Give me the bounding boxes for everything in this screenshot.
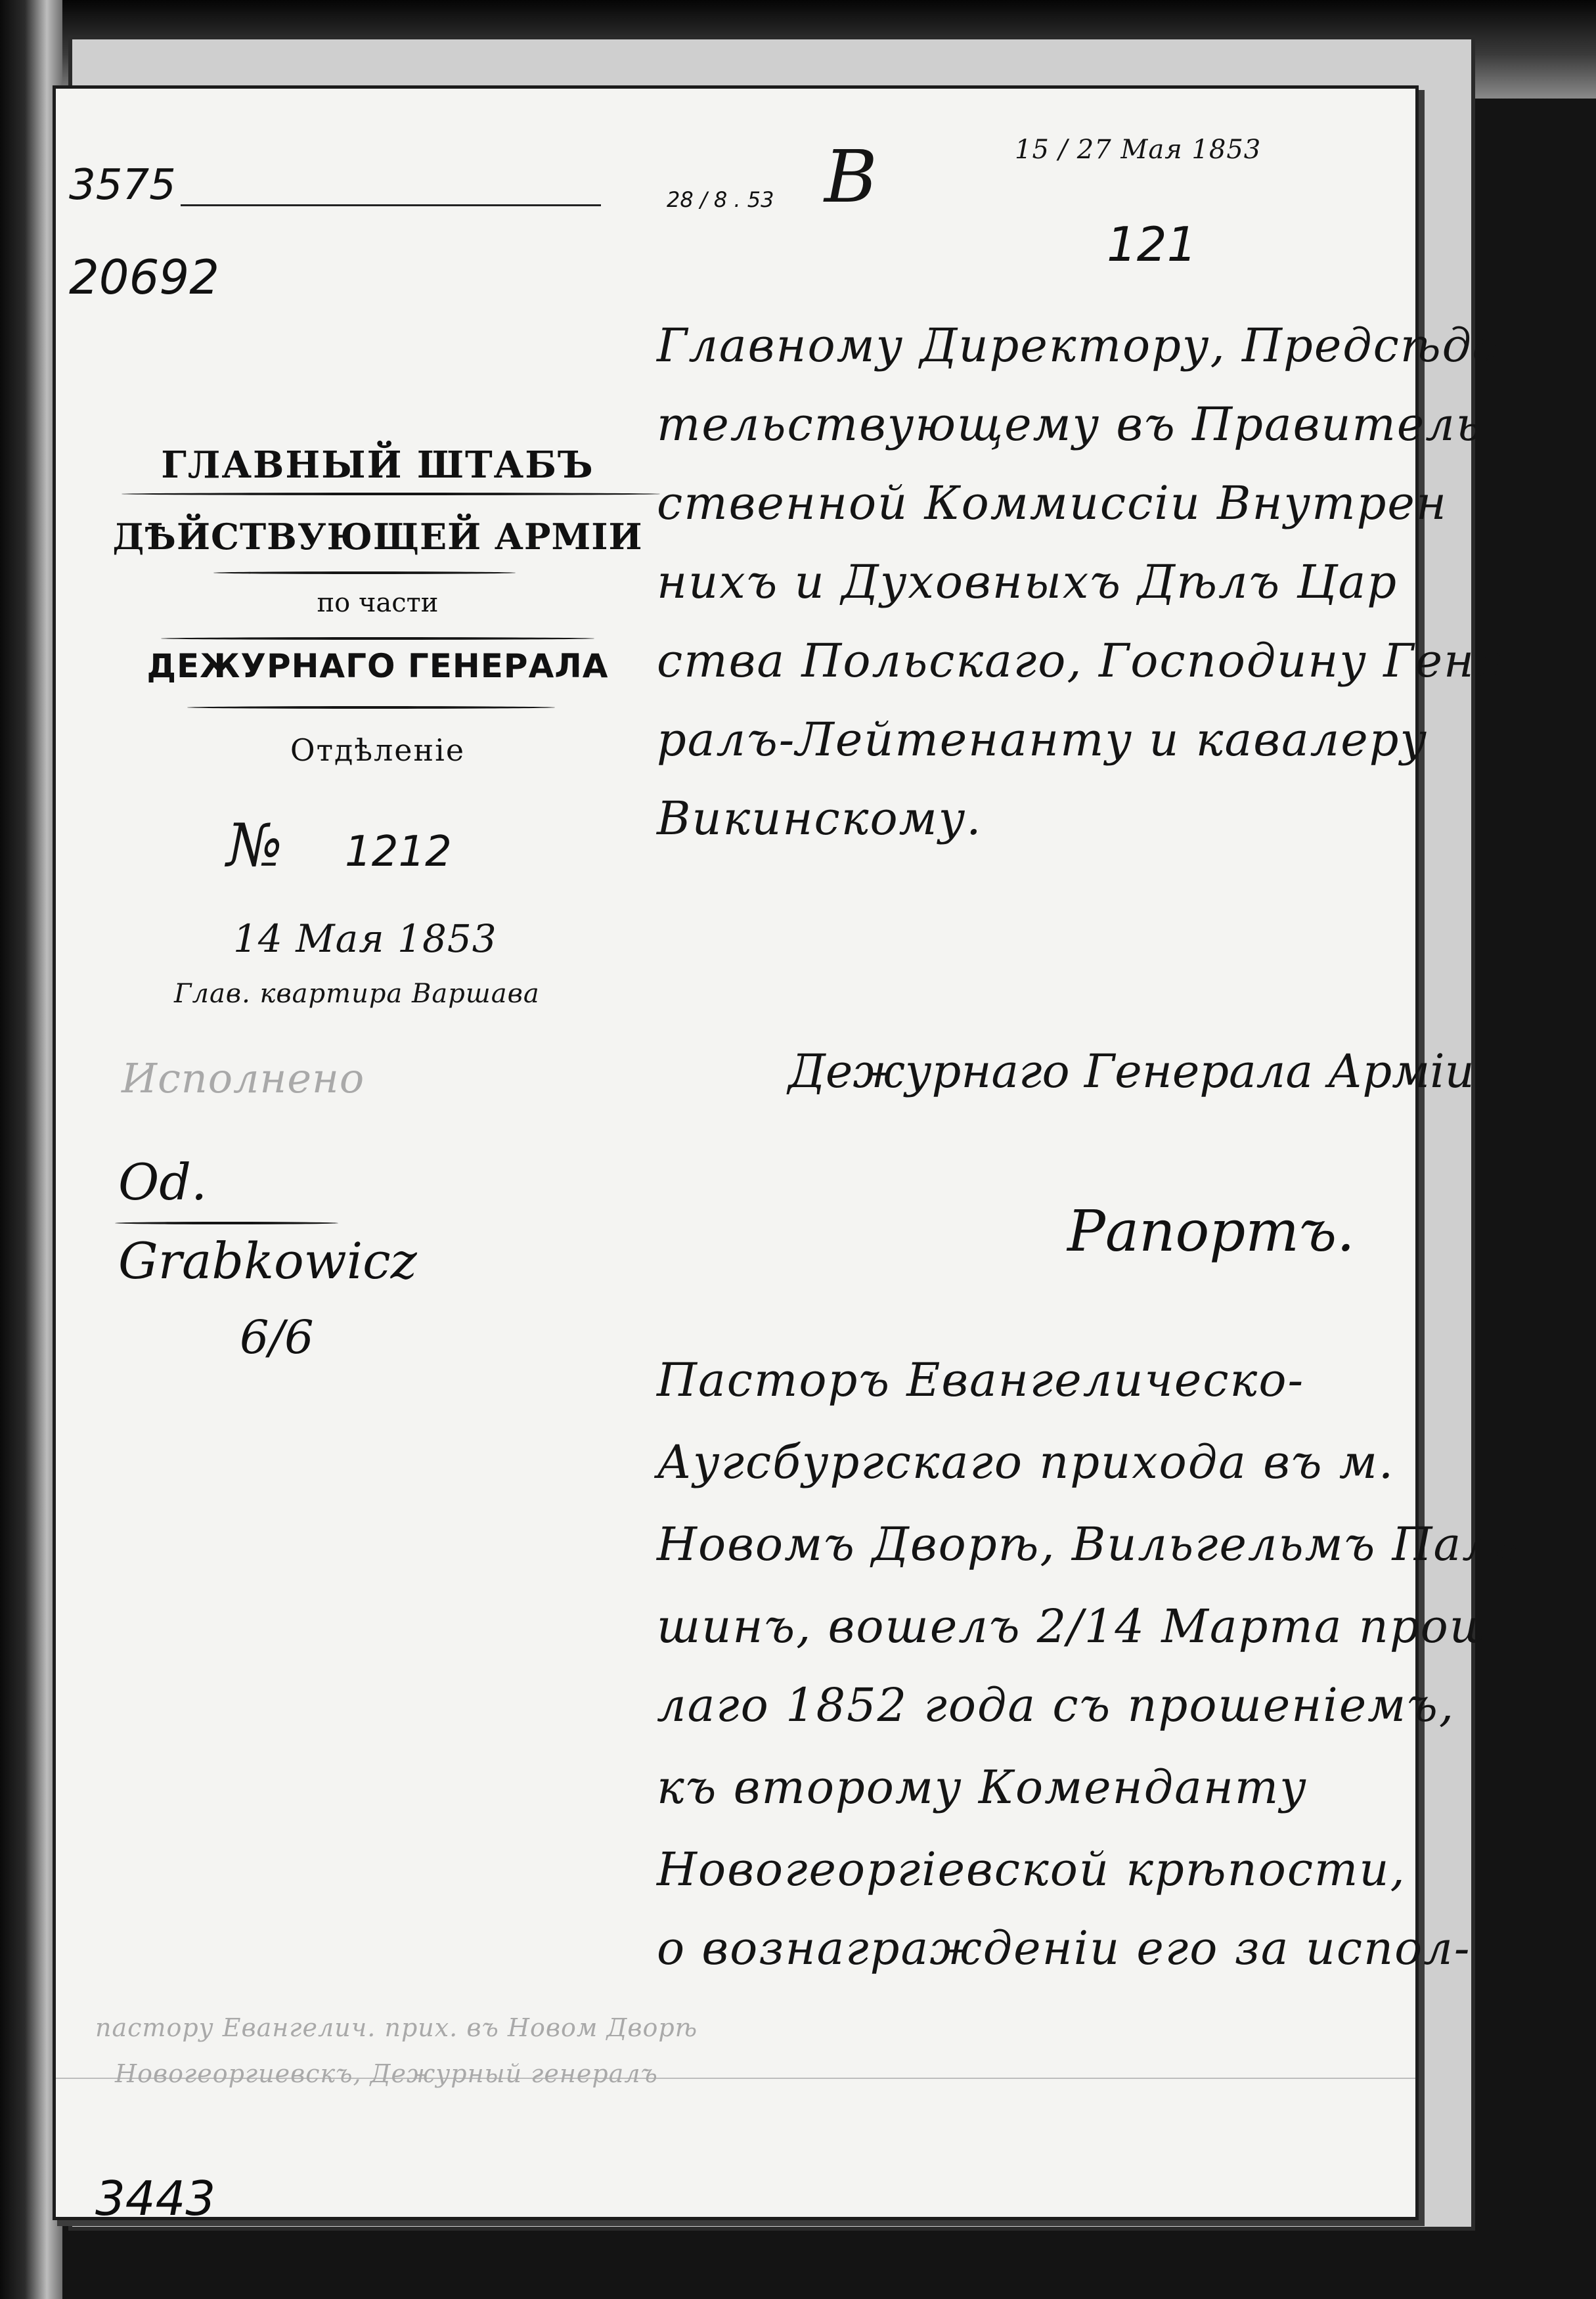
scan-edge-left — [0, 0, 62, 2299]
reference-number: 3575 — [69, 161, 176, 210]
stamp-line-department: Отдѣленіе — [290, 732, 466, 768]
signature-fraction: 6/6 — [240, 1310, 314, 1364]
stamp-number-prefix: № — [227, 811, 284, 880]
stamp-line-duty-general: ДЕЖУРНАГО ГЕНЕРАЛА — [146, 647, 609, 685]
stamp-date: 14 Мая 1853 — [233, 916, 497, 961]
faint-executed-note: Исполнено — [122, 1054, 365, 1102]
stamp-line-by-part: по части — [317, 588, 439, 618]
addressee-line: Главному Директору, Предсѣда — [657, 319, 1501, 372]
report-body-line: Новомъ Дворѣ, Вильгельмъ Паль — [657, 1517, 1519, 1571]
header-scribble — [181, 204, 601, 212]
addressee-line: нихъ и Духовныхъ Дѣлъ Цар — [657, 555, 1398, 609]
stamp-line-active-army: ДѢЙСТВУЮЩЕЙ АРМІИ — [112, 516, 643, 558]
top-center-letter: В — [824, 135, 878, 219]
signature-underline — [115, 1222, 338, 1224]
stamp-place: Глав. квартира Варшава — [174, 979, 540, 1009]
report-body-line: Аугсбургскаго прихода въ м. — [657, 1435, 1395, 1489]
stamp-flourish — [122, 493, 660, 495]
faint-bottom-note: Новогеоргиевскъ, Дежурный генералъ — [115, 2059, 658, 2088]
addressee-line: Викинскому. — [657, 792, 983, 845]
addressee-line: ственной Коммиссіи Внутрен — [657, 476, 1448, 530]
report-body-line: къ второму Коменданту — [657, 1760, 1308, 1814]
stamp-number: 1212 — [345, 828, 452, 876]
faint-bottom-note: пастору Евангелич. прих. въ Новом Дворѣ — [95, 2013, 698, 2042]
headquarters-stamp — [82, 338, 673, 1009]
addressee-line: ралъ-Лейтенанту и кавалеру — [657, 713, 1429, 767]
header-date-note: 28 / 8 . 53 — [667, 187, 774, 212]
stamp-flourish — [187, 706, 555, 709]
report-body-line: о вознагражденіи его за испол- — [657, 1921, 1471, 1975]
from-duty-general: Дежурнаго Генерала Арміи, — [788, 1044, 1489, 1098]
archive-number: 3443 — [95, 2171, 216, 2226]
stamp-flourish — [161, 637, 594, 640]
signature: Grabkowicz — [118, 1232, 417, 1290]
report-body-line: Новогеоргіевской крѣпости, — [657, 1842, 1406, 1896]
report-body-line: лаго 1852 года съ прошеніемъ, — [657, 1678, 1455, 1732]
report-title: Рапортъ. — [1067, 1199, 1355, 1264]
top-right-number: 121 — [1107, 217, 1197, 272]
report-body-line: шинъ, вошелъ 2/14 Марта прош — [657, 1599, 1495, 1653]
second-reference-number: 20692 — [69, 250, 220, 305]
document-page — [56, 89, 1519, 2217]
stamp-flourish — [213, 571, 516, 574]
report-body-line: Пасторъ Евангелическо- — [657, 1353, 1305, 1407]
signature-initials: Od. — [118, 1153, 208, 1211]
addressee-line: тельствующему въ Правитель — [657, 397, 1482, 451]
top-right-date: 15 / 27 Мая 1853 — [1015, 135, 1262, 165]
addressee-line: ства Польскаго, Господину Гене — [657, 634, 1504, 688]
stamp-line-main-staff: ГЛАВНЫЙ ШТАБЪ — [161, 443, 594, 487]
header-handwritten-note — [181, 187, 640, 223]
